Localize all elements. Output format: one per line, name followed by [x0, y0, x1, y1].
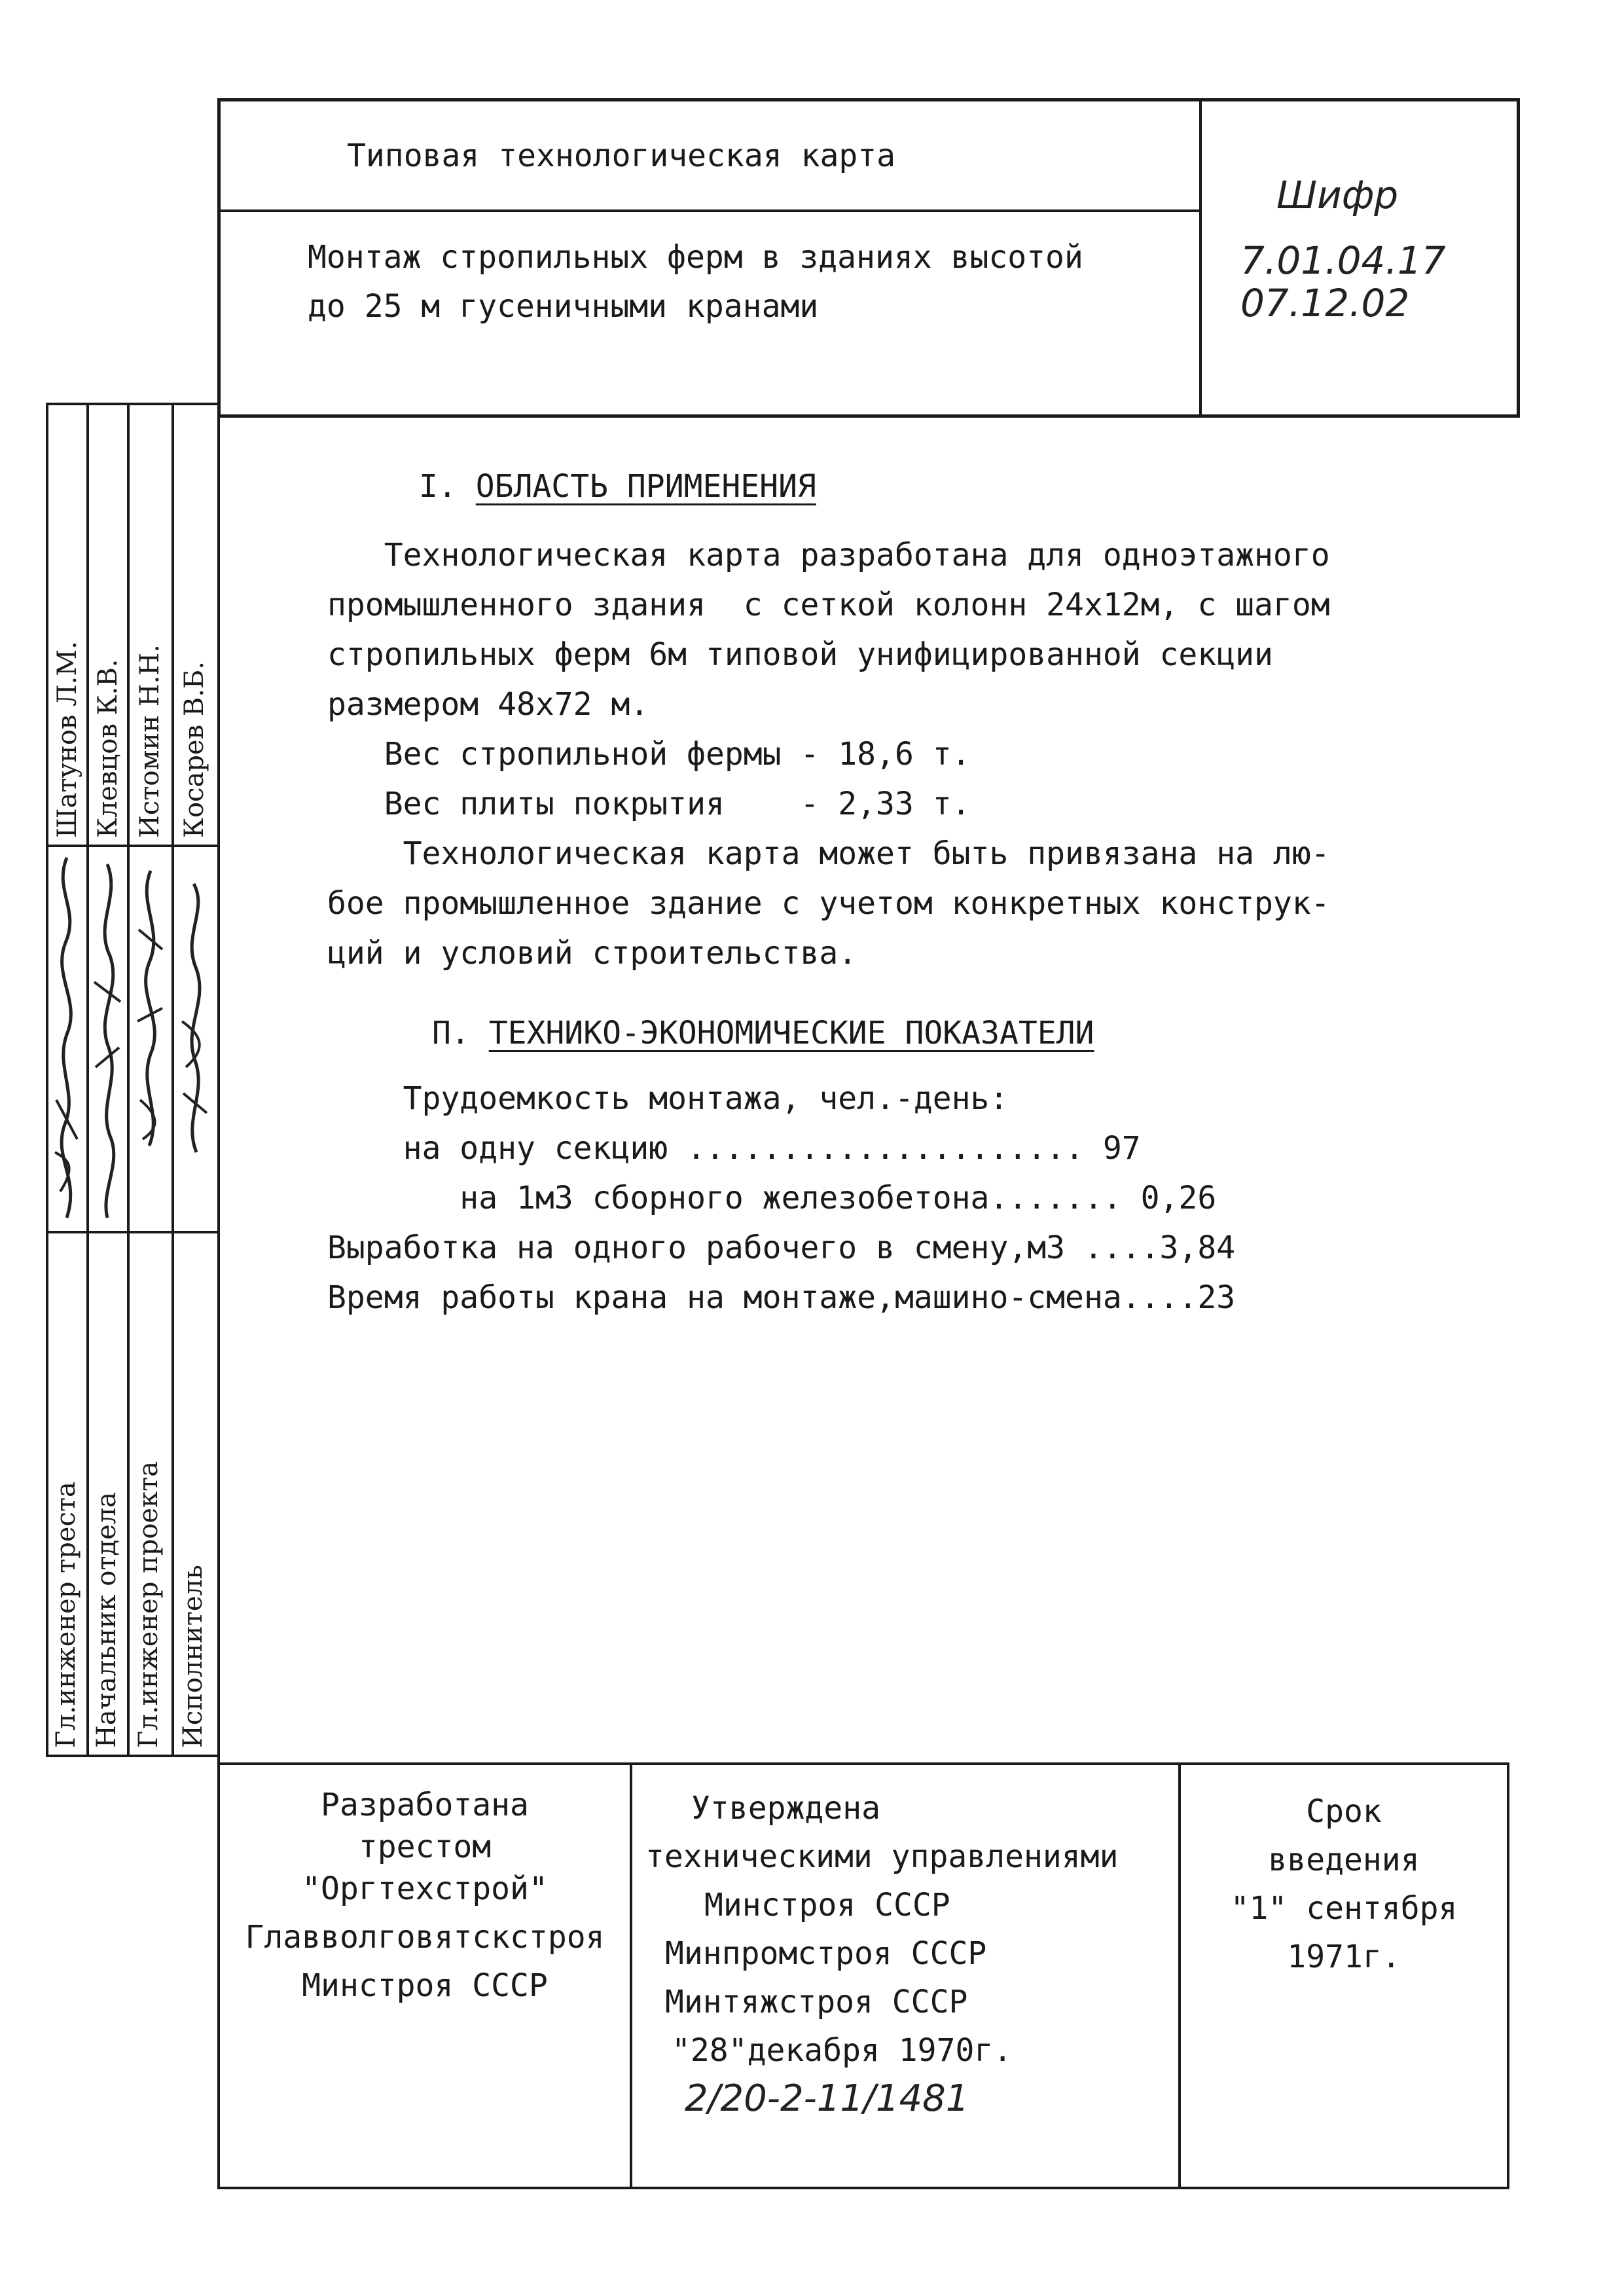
section-2-heading	[432, 1008, 1094, 1058]
approved-line: Минпромстроя СССР	[665, 1935, 987, 1972]
stamp-name-2: Клевцов К.В.	[93, 659, 123, 838]
section-2-line: Трудоемкость монтажа, чел.-день:	[327, 1080, 1009, 1117]
developed-line: Минстроя СССР	[302, 1967, 548, 2004]
section-2-title: ТЕХНИКО-ЭКОНОМИЧЕСКИЕ ПОКАЗАТЕЛИ	[488, 1015, 1094, 1051]
stamp-name-4: Косарев В.Б.	[179, 661, 209, 838]
developed-line: трестом	[358, 1829, 492, 1865]
approval-number: 2/20-2-11/1481	[685, 2077, 969, 2120]
developed-line: "Оргтехстрой"	[302, 1870, 548, 1907]
section-2-line: на одну секцию ..................... 97	[327, 1130, 1141, 1167]
section-2-line: Время работы крана на монтаже,машино-смена....23	[327, 1279, 1236, 1316]
developed-line: Главволговятскстроя	[245, 1919, 605, 1956]
approved-line: Минстроя СССР	[704, 1887, 950, 1923]
section-1-number: I.	[419, 468, 457, 505]
stamp-position-1: Гл.инженер треста	[51, 1482, 81, 1748]
stamp-position-4: Исполнитель	[178, 1565, 208, 1748]
section-1-line: стропильных ферм 6м типовой унифицированной секции	[327, 636, 1273, 673]
section-1-line: промышленного здания с сеткой колонн 24x12м, с шагом	[327, 587, 1330, 623]
stamp-position-3: Гл.инженер проекта	[134, 1461, 164, 1748]
signature-4	[174, 871, 215, 1211]
term-line: 1971г.	[1287, 1939, 1401, 1975]
page-left-rule	[217, 418, 220, 1763]
section-1-title: ОБЛАСТЬ ПРИМЕНЕНИЯ	[475, 468, 816, 505]
section-1-line: бое промышленное здание с учетом конкретных конструк-	[327, 885, 1330, 922]
approved-by	[632, 1784, 1178, 2123]
stamp-position-2: Начальник отдела	[92, 1491, 122, 1748]
term-line: Срок	[1306, 1793, 1382, 1830]
signature-1	[47, 851, 86, 1224]
section-1-line: Вес стропильной фермы - 18,6 т.	[327, 736, 971, 773]
approved-line: Утверждена	[691, 1790, 880, 1827]
cipher-label: Шифр	[1276, 173, 1399, 217]
section-1-line: ций и условий строительства.	[327, 935, 857, 972]
developed-by	[220, 1781, 630, 2010]
term-line: введения	[1268, 1842, 1420, 1878]
section-1-line: Технологическая карта может быть привязана на лю-	[327, 835, 1330, 872]
section-1-line: Технологическая карта разработана для одноэтажного	[327, 537, 1330, 574]
approved-line: Минтяжстроя СССР	[665, 1984, 968, 2020]
introduction-term	[1181, 1787, 1507, 1981]
section-1-line: Вес плиты покрытия - 2,33 т.	[327, 786, 971, 822]
approved-line: техническими управлениями	[645, 1838, 1119, 1875]
term-line: "1" сентября	[1230, 1890, 1458, 1927]
section-2-number: П.	[432, 1015, 470, 1051]
document-type-title: Типовая технологическая карта	[347, 137, 896, 174]
section-2-line: на 1м3 сборного железобетона....... 0,26	[327, 1180, 1217, 1216]
document-subtitle-line-2: до 25 м гусеничными кранами	[308, 288, 819, 325]
signature-3	[130, 851, 170, 1224]
stamp-name-3: Истомин Н.Н.	[135, 644, 165, 838]
stamp-name-1: Шатунов Л.М.	[52, 641, 82, 838]
cipher-code-2: 07.12.02	[1240, 281, 1410, 325]
cipher-code-1: 7.01.04.17	[1240, 238, 1446, 283]
developed-line: Разработана	[321, 1787, 529, 1823]
approved-line: "28"декабря 1970г.	[672, 2032, 1013, 2069]
section-1-line: размером 48x72 м.	[327, 686, 649, 723]
section-1-heading	[419, 462, 816, 511]
signature-2	[88, 851, 127, 1224]
section-2-line: Выработка на одного рабочего в смену,м3 ....3,84	[327, 1230, 1236, 1266]
document-subtitle-line-1: Монтаж стропильных ферм в зданиях высотой	[308, 239, 1083, 276]
